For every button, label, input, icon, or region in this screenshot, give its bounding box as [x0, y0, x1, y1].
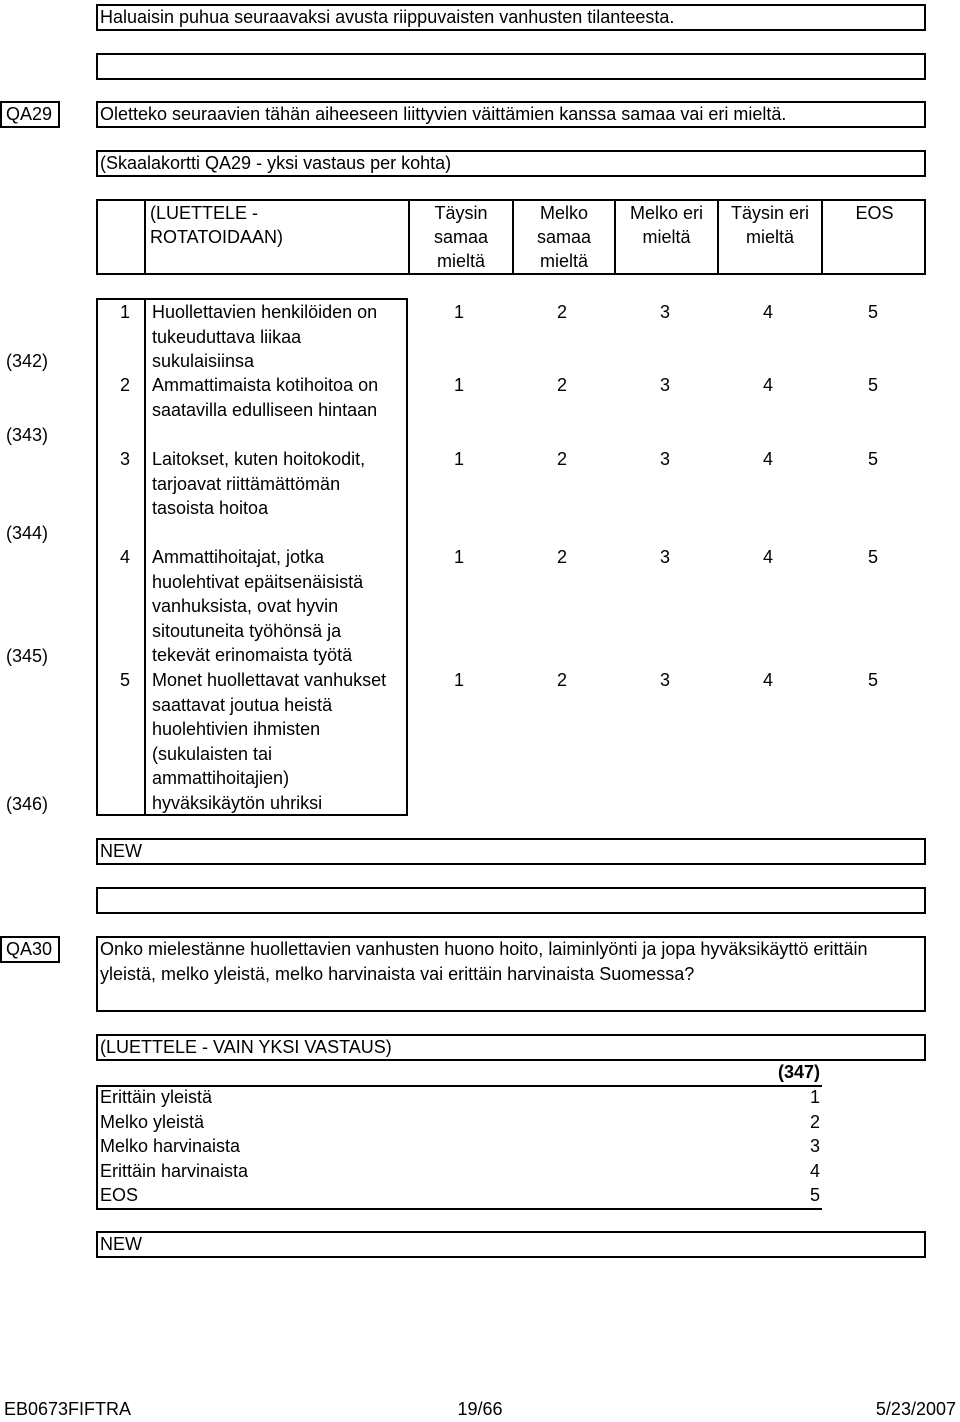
scale-option-4[interactable]: 4 [762, 670, 773, 690]
scale-option-2[interactable]: 2 [556, 547, 567, 567]
scale-row-3 [0, 447, 960, 472]
item-text-5: Monet huollettavat vanhukset saattavat joutua heistä huolehtivien ihmisten (sukulaisten tai ammattihoitajien) hyväksikäytön uhriksi [152, 670, 387, 813]
qa30-option-code-3[interactable]: 3 [809, 1136, 820, 1156]
scale-option-1[interactable]: 1 [453, 547, 464, 567]
scale-option-5[interactable]: 5 [867, 670, 878, 690]
footer-doc-id: EB0673FIFTRA [4, 1399, 132, 1419]
qa30-option-label-2: Melko yleistä [100, 1112, 205, 1132]
var-code-345: (345) [6, 646, 49, 666]
qa30-option-code-1[interactable]: 1 [809, 1087, 820, 1107]
scale-option-4[interactable]: 4 [762, 449, 773, 469]
qa30-option-label-5: EOS [100, 1185, 139, 1205]
list-header: (LUETTELE - ROTATOIDAAN) [150, 203, 284, 247]
qa29-instruction: (Skaalakortti QA29 - yksi vastaus per kohta) [100, 153, 452, 173]
qa30-option-label-1: Erittäin yleistä [100, 1087, 213, 1107]
qa30-instruction: (LUETTELE - VAIN YKSI VASTAUS) [100, 1037, 392, 1057]
var-code-343: (343) [6, 425, 49, 445]
item-number-4: 4 [119, 547, 130, 567]
scale-row-1 [0, 300, 960, 325]
column-header-2: Melko samaa mieltä [536, 203, 592, 271]
scale-option-3[interactable]: 3 [659, 375, 670, 395]
qa30-code: QA30 [6, 939, 53, 959]
item-number-3: 3 [119, 449, 130, 469]
scale-option-1[interactable]: 1 [453, 449, 464, 469]
qa30-var-code: (347) [777, 1062, 820, 1082]
qa30-option-code-4[interactable]: 4 [809, 1161, 820, 1181]
qa30-options-box [96, 1085, 822, 1210]
scale-option-3[interactable]: 3 [659, 547, 670, 567]
header-divider-6 [821, 199, 823, 275]
scale-option-1[interactable]: 1 [453, 670, 464, 690]
qa30-question: Onko mielestänne huollettavien vanhusten huono hoito, laiminlyönti ja jopa hyväksikäyttö erittäin yleistä, melko yleistä, melko harvinaista vai erittäin harvinaista Suomessa? [100, 939, 868, 984]
scale-option-2[interactable]: 2 [556, 302, 567, 322]
scale-option-2[interactable]: 2 [556, 375, 567, 395]
column-header-3: Melko eri mieltä [629, 203, 704, 247]
scale-option-3[interactable]: 3 [659, 302, 670, 322]
scale-option-1[interactable]: 1 [453, 302, 464, 322]
item-number-5: 5 [119, 670, 130, 690]
var-code-346: (346) [6, 794, 49, 814]
new-label-1: NEW [100, 841, 142, 861]
scale-option-5[interactable]: 5 [867, 449, 878, 469]
var-code-344: (344) [6, 523, 49, 543]
qa30-option-label-3: Melko harvinaista [100, 1136, 241, 1156]
scale-option-3[interactable]: 3 [659, 670, 670, 690]
footer-page-number: 19/66 [457, 1399, 503, 1419]
header-divider-5 [717, 199, 719, 275]
scale-option-4[interactable]: 4 [762, 547, 773, 567]
item-number-1: 1 [119, 302, 130, 322]
scale-option-5[interactable]: 5 [867, 547, 878, 567]
qa30-option-code-5[interactable]: 5 [809, 1185, 820, 1205]
intro-text: Haluaisin puhua seuraavaksi avusta riippuvaisten vanhusten tilanteesta. [100, 7, 675, 27]
item-text-4: Ammattihoitajat, jotka huolehtivat epäitsenäisistä vanhuksista, ovat hyvin sitoutuneita työhönsä ja tekevät erinomaista työtä [152, 547, 364, 665]
item-text-2: Ammattimaista kotihoitoa on saatavilla edulliseen hintaan [152, 375, 379, 420]
scale-option-2[interactable]: 2 [556, 670, 567, 690]
item-text-1: Huollettavien henkilöiden on tukeuduttava liikaa sukulaisiinsa [152, 302, 378, 371]
header-divider-1 [144, 199, 146, 275]
item-text-3: Laitokset, kuten hoitokodit, tarjoavat riittämättömän tasoista hoitoa [152, 449, 366, 518]
scale-row-5 [0, 668, 960, 693]
qa29-question: Oletteko seuraavien tähän aiheeseen liittyvien väittämien kanssa samaa vai eri mieltä. [100, 104, 787, 124]
blank-box-1 [96, 53, 926, 80]
scale-option-5[interactable]: 5 [867, 302, 878, 322]
var-code-342: (342) [6, 351, 49, 371]
new-box-2 [96, 1231, 926, 1258]
new-label-2: NEW [100, 1234, 142, 1254]
item-number-2: 2 [119, 375, 130, 395]
scale-option-1[interactable]: 1 [453, 375, 464, 395]
scale-option-3[interactable]: 3 [659, 449, 670, 469]
scale-option-5[interactable]: 5 [867, 375, 878, 395]
scale-row-4 [0, 545, 960, 570]
scale-row-2 [0, 373, 960, 398]
footer-date: 5/23/2007 [875, 1399, 956, 1419]
column-header-1: Täysin samaa mieltä [433, 203, 489, 271]
column-header-5: EOS [855, 203, 894, 223]
scale-option-2[interactable]: 2 [556, 449, 567, 469]
qa29-code: QA29 [6, 104, 53, 124]
header-divider-2 [408, 199, 410, 275]
new-box-1 [96, 838, 926, 865]
header-divider-4 [614, 199, 616, 275]
column-header-4: Täysin eri mieltä [730, 203, 810, 247]
qa30-option-label-4: Erittäin harvinaista [100, 1161, 249, 1181]
scale-option-4[interactable]: 4 [762, 302, 773, 322]
blank-box-2 [96, 887, 926, 914]
header-divider-3 [512, 199, 514, 275]
qa30-option-code-2[interactable]: 2 [809, 1112, 820, 1132]
scale-option-4[interactable]: 4 [762, 375, 773, 395]
